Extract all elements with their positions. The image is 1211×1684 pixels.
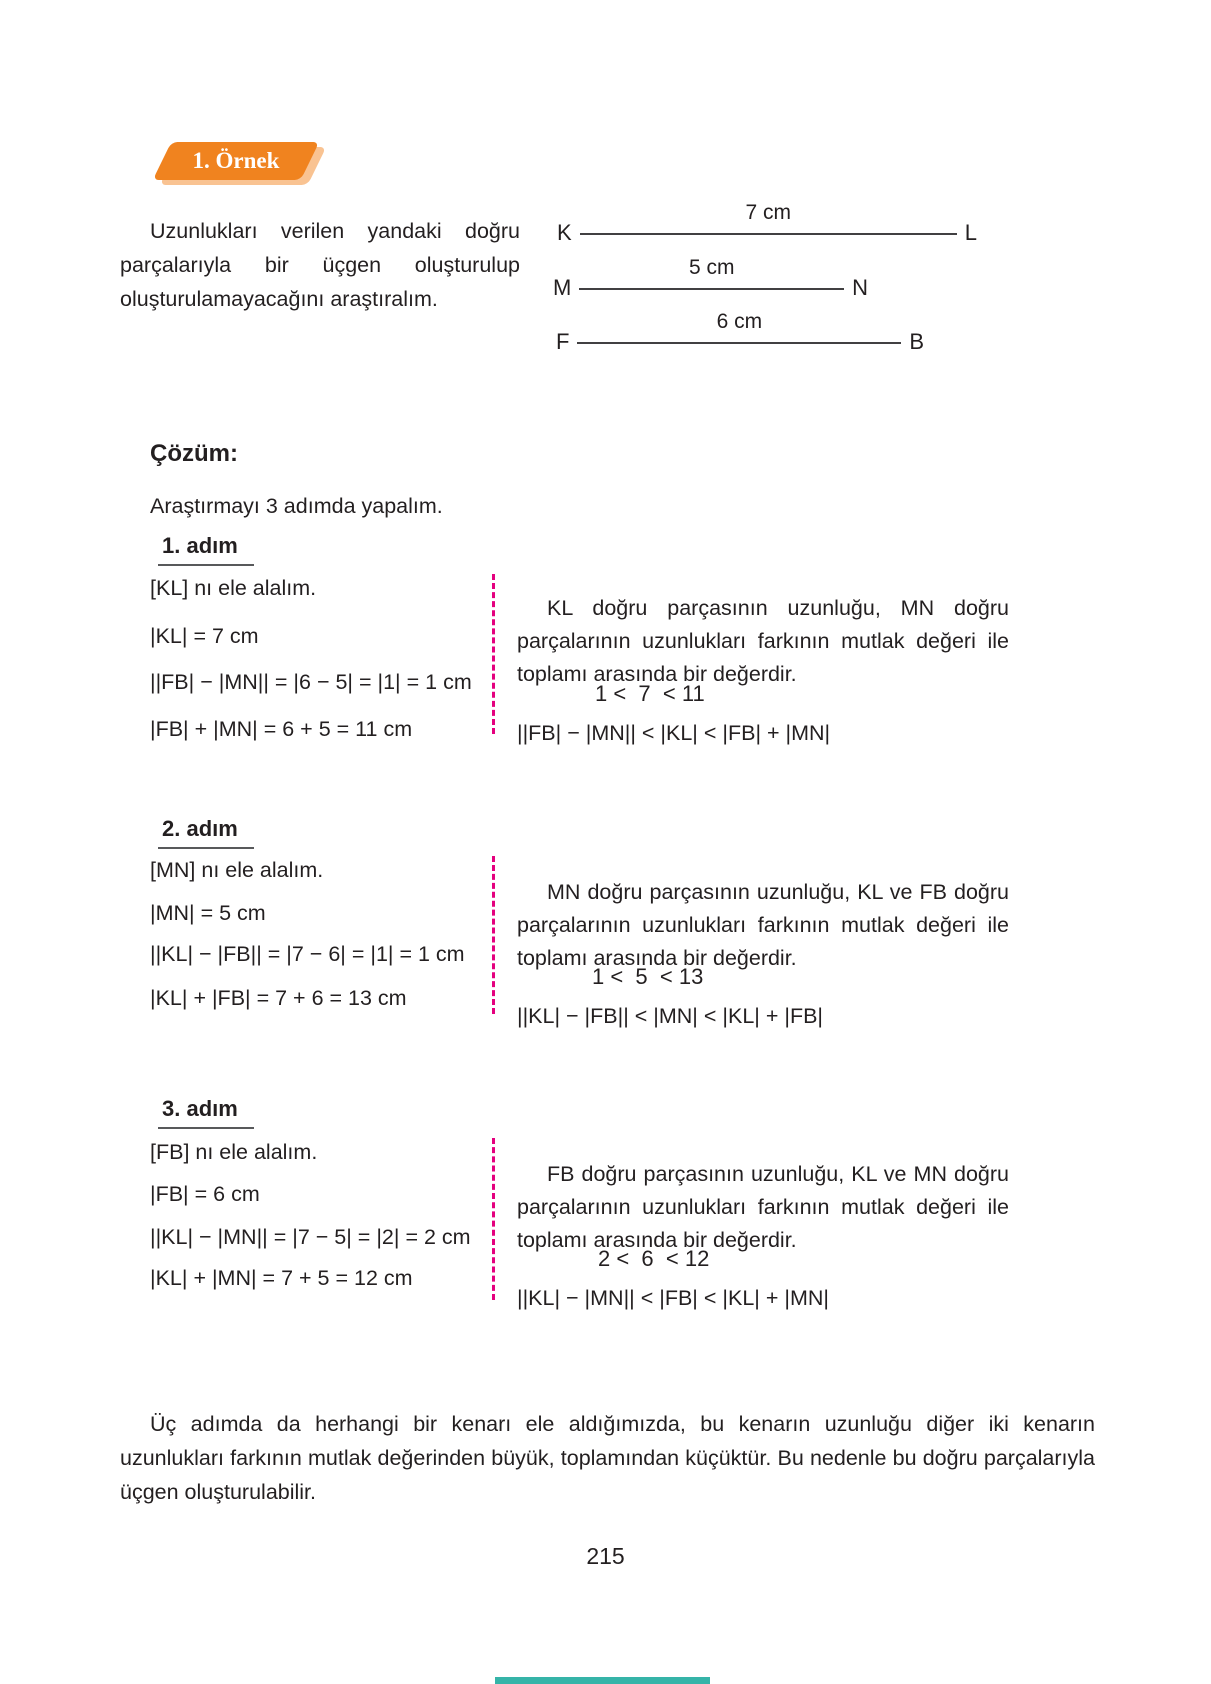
solution-heading: Çözüm: [150, 440, 238, 467]
segment-FB-length-label: 6 cm [716, 310, 763, 333]
solution-intro: Araştırmayı 3 adımda yapalım. [150, 494, 443, 518]
step-1-work-line-3: ||FB| − |MN|| = |6 − 5| = |1| = 1 cm [150, 670, 472, 694]
step-3-explanation: FB doğru parçasının uzunluğu, KL ve MN doğru parçalarının uzunlukları farkının mutlak değeri ile toplamı arasında bir değerdir. [517, 1161, 1009, 1252]
step-3-separator [492, 1138, 495, 1300]
step-3-work-line-4: |KL| + |MN| = 7 + 5 = 12 cm [150, 1266, 413, 1290]
step-3-work-line-3: ||KL| − |MN|| = |7 − 5| = |2| = 2 cm [150, 1225, 471, 1249]
step-1-work-line-1: [KL] nı ele alalım. [150, 576, 317, 600]
segment-KL-line-wrap [580, 201, 957, 245]
point-label-B: B [909, 329, 924, 354]
footer-decoration-bar [495, 1677, 710, 1684]
step-2-work-line-3: ||KL| − |FB|| = |7 − 6| = |1| = 1 cm [150, 942, 465, 966]
segment-FB-line-wrap [577, 310, 901, 354]
step-1-work-line-4: |FB| + |MN| = 6 + 5 = 11 cm [150, 717, 413, 741]
segment-MN-line-wrap [579, 256, 844, 300]
point-label-L: L [964, 220, 977, 245]
page-number: 215 [586, 1543, 625, 1569]
point-label-K: K [557, 220, 572, 245]
step-2-title: 2. adım [158, 816, 254, 849]
segment-KL [557, 201, 977, 245]
step-1-separator [492, 574, 495, 734]
step-2-work-line-4: |KL| + |FB| = 7 + 6 = 13 cm [150, 986, 407, 1010]
segment-KL-line [580, 233, 957, 235]
step-1-title: 1. adım [158, 533, 254, 566]
step-3-work-line-2: |FB| = 6 cm [150, 1182, 260, 1206]
segment-FB [556, 310, 924, 354]
step-2-work-line-2: |MN| = 5 cm [150, 901, 266, 925]
segment-MN-line [579, 288, 844, 290]
step-2-separator [492, 856, 495, 1014]
point-label-F: F [556, 329, 570, 354]
step-1-numeric-inequality: 1 < 7 < 11 [595, 681, 705, 706]
step-1-work-line-2: |KL| = 7 cm [150, 624, 259, 648]
example-badge-label: 1. Örnek [192, 148, 280, 173]
step-3-numeric-inequality: 2 < 6 < 12 [598, 1246, 710, 1271]
example-intro-paragraph: Uzunlukları verilen yandaki doğru parçalarıyla bir üçgen oluşturulup oluşturulamayacağını araştıralım. [120, 218, 520, 311]
segment-FB-line [577, 342, 901, 344]
step-2-symbolic-inequality: ||KL| − |FB|| < |MN| < |KL| + |FB| [517, 1004, 824, 1028]
segment-MN [553, 256, 868, 300]
segment-KL-length-label: 7 cm [745, 201, 791, 224]
step-1-explanation: KL doğru parçasının uzunluğu, MN doğru parçalarının uzunlukları farkının mutlak değeri ile toplamı arasında bir değerdir. [517, 595, 1009, 686]
step-3-work-line-1: [FB] nı ele alalım. [150, 1140, 318, 1164]
point-label-N: N [852, 275, 868, 300]
step-2-explanation: MN doğru parçasının uzunluğu, KL ve FB doğru parçalarının uzunlukları farkının mutlak değeri ile toplamı arasında bir değerdir. [517, 879, 1009, 970]
step-2-numeric-inequality: 1 < 5 < 13 [592, 964, 704, 989]
step-3-symbolic-inequality: ||KL| − |MN|| < |FB| < |KL| + |MN| [517, 1286, 829, 1310]
segment-MN-length-label: 5 cm [688, 256, 735, 279]
conclusion-paragraph: Üç adımda da herhangi bir kenarı ele aldığımızda, bu kenarın uzunluğu diğer iki kenarın uzunlukları farkının mutlak değerinden büyük, toplamından küçüktür. Bu nedenle bu doğru parçalarıyla üçgen oluşturulabilir. [120, 1411, 1095, 1504]
step-2-work-line-1: [MN] nı ele alalım. [150, 858, 324, 882]
point-label-M: M [553, 275, 572, 300]
step-1-symbolic-inequality: ||FB| − |MN|| < |KL| < |FB| + |MN| [517, 721, 831, 745]
example-badge [162, 142, 310, 180]
step-3-title: 3. adım [158, 1096, 254, 1129]
